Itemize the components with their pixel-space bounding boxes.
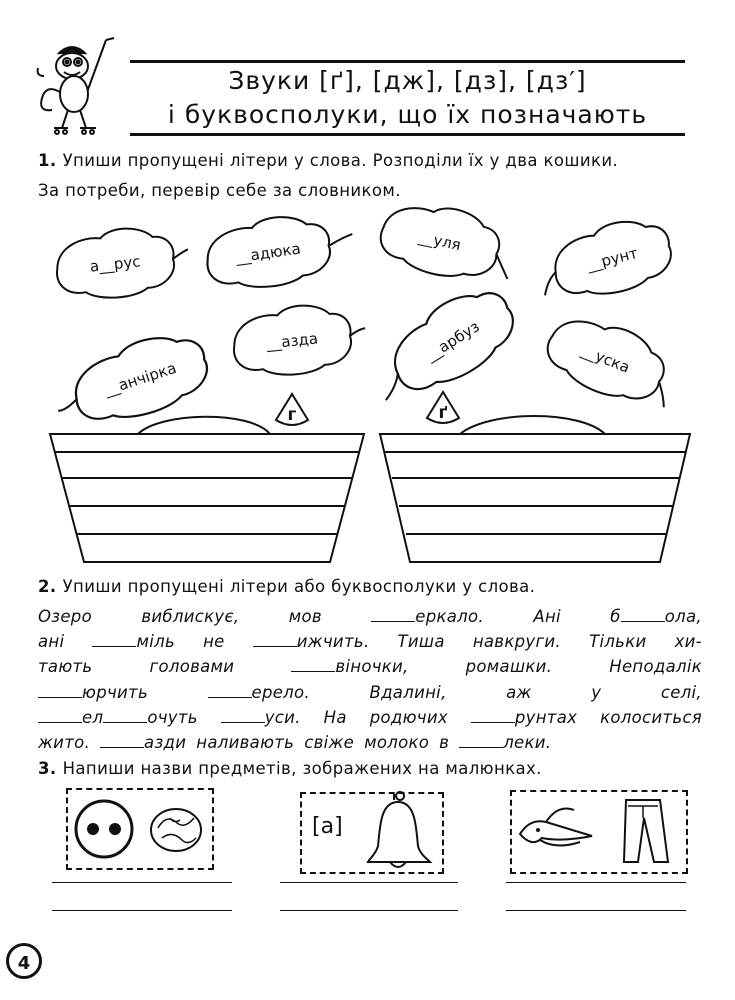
answer-line[interactable] <box>506 910 686 911</box>
story-word: не <box>203 632 225 652</box>
story-line <box>38 654 702 679</box>
story-word: родючих <box>369 707 448 727</box>
button-and-nut-icons <box>66 788 214 870</box>
answer-line[interactable] <box>52 882 232 883</box>
story-word: ижчить. <box>253 629 370 654</box>
blank-gap[interactable] <box>621 607 665 622</box>
leaves-and-baskets <box>0 200 735 570</box>
blank-gap[interactable] <box>221 708 265 723</box>
blank-gap[interactable] <box>253 632 297 647</box>
story-word: уси. <box>221 705 301 730</box>
story-word: жито. <box>38 733 91 753</box>
story-word: міль <box>92 629 175 654</box>
pelican-and-trousers-icons <box>510 790 688 874</box>
story-word: свіже <box>304 733 355 753</box>
story-word: навкруги. <box>472 632 561 652</box>
story-word: ані <box>38 632 65 652</box>
blank-gap[interactable] <box>100 733 144 748</box>
story-line <box>38 629 702 654</box>
story-word: б ола, <box>610 607 702 626</box>
task1-instruction: 1. Упиши пропущені літери у слова. Розподіли їх у два кошики. За потреби, перевір себе за словником. <box>38 151 619 200</box>
story-line <box>38 730 702 755</box>
story-word: юрчить <box>38 680 148 705</box>
story-word: Неподалік <box>609 657 702 677</box>
story-word: головами <box>149 657 235 677</box>
story-word: ромашки. <box>465 657 553 677</box>
blank-gap[interactable] <box>471 708 515 723</box>
task1-number: 1. <box>38 151 57 170</box>
blank-gap[interactable] <box>103 708 147 723</box>
story-line <box>38 680 702 705</box>
answer-line[interactable] <box>52 910 232 911</box>
basket-g-ukr <box>380 392 690 562</box>
story-word: ерело. <box>208 680 310 705</box>
answer-line[interactable] <box>280 910 458 911</box>
story-word: виблискує, <box>141 607 240 626</box>
story-word: еркало. <box>371 604 484 629</box>
story-word: Вдалині, <box>369 682 447 702</box>
mascot-illustration <box>24 36 124 136</box>
title-bottom-rule <box>130 133 685 136</box>
story-word: Тільки <box>589 632 647 652</box>
task2-story <box>38 604 702 755</box>
story-word: віночки, <box>291 654 408 679</box>
blank-gap[interactable] <box>92 632 136 647</box>
svg-text:__уска: __уска <box>578 341 633 377</box>
svg-text:__анчірка: __анчірка <box>101 358 179 400</box>
story-word: Озеро <box>38 607 92 626</box>
answer-line[interactable] <box>280 882 458 883</box>
story-word: ел очуть <box>38 705 198 730</box>
story-word: рунтах <box>471 705 577 730</box>
task2-instruction: 2. Упиши пропущені літери або буквосполуки у слова. <box>38 577 536 596</box>
blank-gap[interactable] <box>38 708 82 723</box>
story-line <box>38 604 702 629</box>
leaf-6 <box>230 299 369 380</box>
leaf-8 <box>538 305 685 417</box>
svg-text:__адюка: __адюка <box>234 239 302 267</box>
story-word: наливають <box>196 733 295 753</box>
blank-gap[interactable] <box>38 683 82 698</box>
story-word: хи- <box>674 632 702 652</box>
leaf-2 <box>202 207 358 295</box>
story-word: у <box>591 682 602 702</box>
blank-gap[interactable] <box>371 607 415 622</box>
story-word: леки. <box>459 730 551 755</box>
story-word: На <box>323 707 347 727</box>
leaf-5 <box>46 324 216 440</box>
answer-line[interactable] <box>506 882 686 883</box>
story-word: селі, <box>660 682 702 702</box>
title-top-rule <box>130 60 685 63</box>
story-word: аж <box>506 682 532 702</box>
leaf-3 <box>375 200 519 289</box>
svg-text:__арбуз: __арбуз <box>422 317 483 365</box>
story-word: Ані <box>533 607 561 626</box>
svg-text:__азда: __азда <box>265 329 319 353</box>
story-word: в <box>439 733 450 753</box>
story-word: колоситься <box>600 707 702 727</box>
story-line <box>38 705 702 730</box>
story-word: Тиша <box>397 632 445 652</box>
blank-gap[interactable] <box>459 733 503 748</box>
story-word: мов <box>288 607 322 626</box>
task3-number: 3. <box>38 759 57 778</box>
svg-text:а__рус: а__рус <box>88 252 142 276</box>
svg-text:г: г <box>287 405 297 425</box>
page-number: 4 <box>6 943 42 979</box>
page-title-line1: Звуки [ґ], [дж], [дз], [дз′] <box>228 66 587 95</box>
svg-text:__рунт: __рунт <box>584 243 640 274</box>
sound-a-label: [а] <box>312 814 343 839</box>
leaf-4 <box>532 211 678 309</box>
leaf-1 <box>53 222 192 303</box>
blank-gap[interactable] <box>291 657 335 672</box>
story-word: азди <box>100 730 186 755</box>
task3-instruction: 3. Напиши назви предметів, зображених на малюнках. <box>38 759 542 778</box>
task2-number: 2. <box>38 577 57 596</box>
svg-text:__уля: __уля <box>417 227 463 255</box>
story-word: молоко <box>364 733 430 753</box>
page-title-line2: і буквосполуки, що їх позначають <box>167 100 648 129</box>
story-word: тають <box>38 657 93 677</box>
blank-gap[interactable] <box>208 683 252 698</box>
svg-text:ґ: ґ <box>438 403 448 423</box>
bell-icon <box>360 788 440 874</box>
